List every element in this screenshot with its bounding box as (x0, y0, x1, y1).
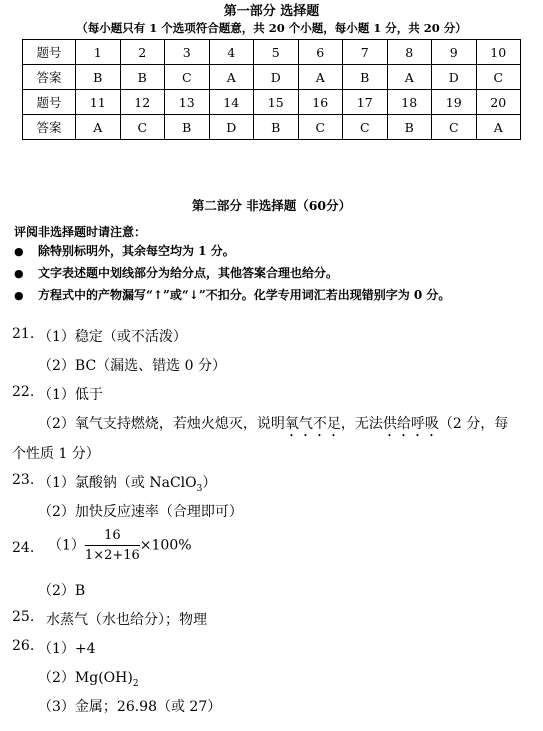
question-number: 13 (165, 90, 210, 115)
answer-cell: B (120, 65, 165, 90)
question-number: 17 (343, 90, 388, 115)
table-row (23, 90, 521, 115)
question-number: 3 (165, 40, 210, 65)
answer-table (22, 39, 521, 140)
q26-formula: （2）Mg(OH) (38, 670, 133, 686)
table-row (23, 65, 521, 90)
q22-answer-2-cont: 个性质 1 分） (12, 446, 100, 462)
q23-close: ） (202, 475, 217, 491)
note-item (14, 264, 338, 281)
question-number: 15 (254, 90, 299, 115)
question-number: 9 (432, 40, 477, 65)
answer-cell: C (165, 65, 210, 90)
fraction-denominator: 1×2+16 (84, 548, 140, 563)
note-text: 除特别标明外，其余每空均为 1 分。 (38, 244, 235, 258)
bullet-icon: ● (14, 245, 24, 258)
answer-cell: A (387, 65, 432, 90)
answer-cell: B (165, 115, 210, 140)
answer-cell: A (298, 65, 343, 90)
answer-cell: D (432, 65, 477, 90)
q24-label: （1） (48, 537, 85, 554)
answer-cell: A (76, 115, 121, 140)
answer-cell: B (76, 65, 121, 90)
answer-cell: B (254, 115, 299, 140)
part1-subtitle: （每小题只有 1 个选项符合题意，共 20 个小题，每小题 1 分，共 20 分） (76, 21, 467, 35)
answer-cell: B (343, 65, 388, 90)
answer-cell: C (432, 115, 477, 140)
q23-text: （1）氯酸钠（或 NaClO (38, 475, 197, 491)
q22-text-mid: ，无法 (340, 416, 383, 432)
answer-cell: C (343, 115, 388, 140)
q22-key-point-1: 氧气不足 (284, 416, 341, 432)
question-number: 4 (209, 40, 254, 65)
question-number: 7 (343, 40, 388, 65)
q23-subscript: 3 (196, 483, 203, 494)
fraction-numerator: 16 (85, 528, 140, 546)
row-label-num: 题号 (23, 90, 76, 115)
bullet-icon: ● (14, 289, 24, 302)
question-number: 6 (298, 40, 343, 65)
q26-answer-1: （1）+4 (38, 641, 96, 657)
note-text: 文字表述题中划线部分为给分点，其他答案合理也给分。 (38, 266, 339, 280)
note-item (14, 242, 235, 259)
part1-title: 第一部分 选择题 (223, 4, 320, 19)
question-number: 20 (476, 90, 521, 115)
question-number: 2 (120, 40, 165, 65)
question-number: 12 (120, 90, 165, 115)
question-number: 14 (209, 90, 254, 115)
question-number: 10 (476, 40, 521, 65)
question-number: 1 (76, 40, 121, 65)
answer-cell: B (387, 115, 432, 140)
q22-text-post: （2 分，每 (438, 416, 509, 432)
question-number: 16 (298, 90, 343, 115)
q26-number: 26. (12, 638, 35, 654)
notes-heading: 评阅非选择题时请注意： (14, 225, 147, 239)
q26-subscript: 2 (132, 678, 139, 689)
q22-key-point-2: 供给呼吸 (382, 416, 439, 432)
q22-answer-2 (38, 413, 508, 440)
table-row (23, 40, 521, 65)
q24-tail: ×100% (139, 537, 192, 554)
part2-title: 第二部分 非选择题（60分） (191, 198, 352, 213)
q24-answer-2: （2）B (38, 583, 86, 599)
q22-text-pre: （2）氧气支持燃烧，若烛火熄灭，说明 (38, 416, 285, 432)
q21-number: 21. (12, 326, 35, 342)
q24-answer-1 (48, 528, 192, 563)
table-row (23, 115, 521, 140)
answer-cell: C (476, 65, 521, 90)
q22-number: 22. (12, 384, 35, 400)
row-label-num: 题号 (23, 40, 76, 65)
q21-answer-1: （1）稳定（或不活泼） (38, 329, 187, 345)
answer-cell: A (476, 115, 521, 140)
q23-answer-2: （2）加快反应速率（合理即可） (38, 504, 243, 520)
q22-answer-1: （1）低于 (38, 387, 103, 403)
q25-answer: 水蒸气（水也给分）；物理 (46, 612, 207, 628)
q24-number: 24. (12, 540, 35, 556)
answer-cell: D (209, 115, 254, 140)
row-label-ans: 答案 (23, 115, 76, 140)
question-number: 11 (76, 90, 121, 115)
q24-fraction (85, 528, 140, 563)
bullet-icon: ● (14, 267, 24, 280)
q26-answer-3: （3）金属；26.98（或 27） (38, 699, 222, 715)
q21-answer-2: （2）BC（漏选、错选 0 分） (38, 358, 226, 374)
row-label-ans: 答案 (23, 65, 76, 90)
q26-answer-2 (38, 667, 139, 689)
question-number: 19 (432, 90, 477, 115)
answer-cell: D (254, 65, 299, 90)
answer-cell: A (209, 65, 254, 90)
question-number: 8 (387, 40, 432, 65)
note-item (14, 286, 450, 303)
answer-cell: C (298, 115, 343, 140)
question-number: 18 (387, 90, 432, 115)
q23-number: 23. (12, 472, 35, 488)
q23-answer-1 (38, 472, 216, 494)
answer-cell: C (120, 115, 165, 140)
question-number: 5 (254, 40, 299, 65)
q25-number: 25. (12, 609, 35, 625)
note-text: 方程式中的产物漏写“↑”或“↓”不扣分。化学专用词汇若出现错别字为 0 分。 (38, 288, 451, 302)
